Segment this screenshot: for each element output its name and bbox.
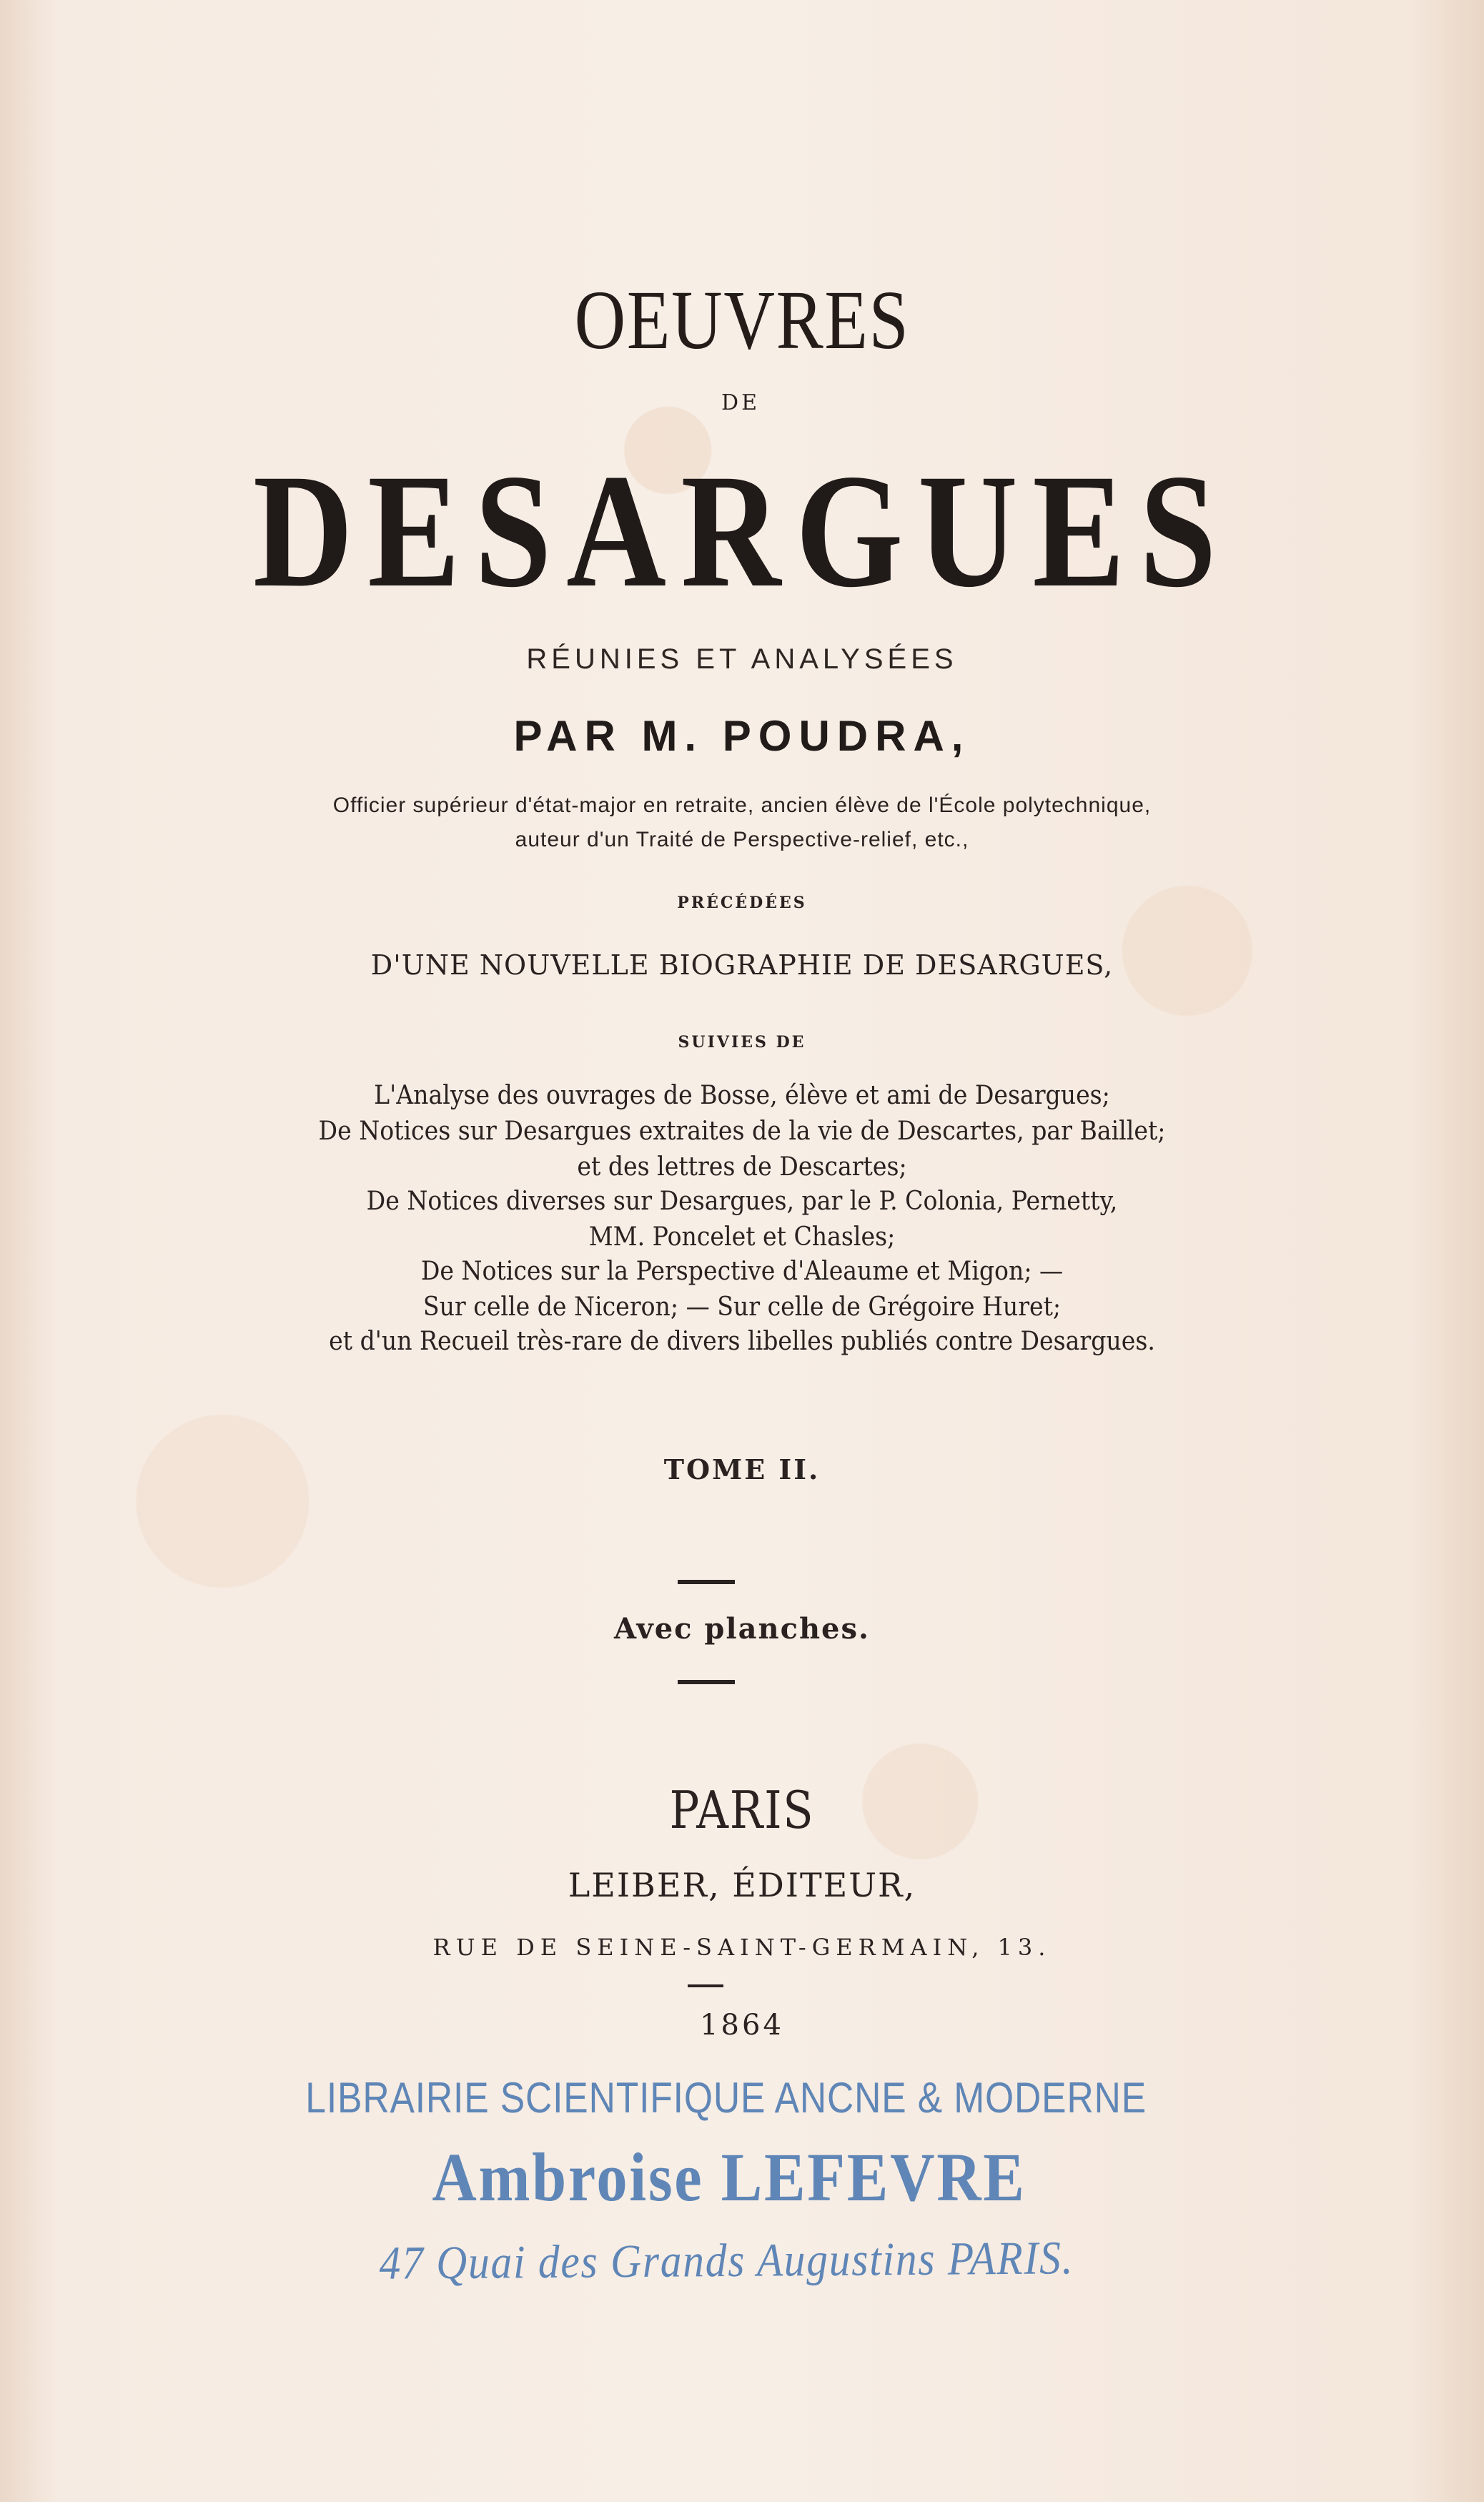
plates-note: Avec planches. xyxy=(614,1612,870,1646)
divider-rule xyxy=(678,1680,735,1684)
bookseller-stamp-line-3: 47 Quai des Grands Augustins PARIS. xyxy=(379,2232,1074,2290)
contents-line: et des lettres de Descartes; xyxy=(577,1152,907,1182)
credentials-line-1: Officier supérieur d'état-major en retraite, ancien élève de l'École polytechnique, xyxy=(332,793,1152,817)
volume-label: TOME II. xyxy=(663,1453,821,1485)
biography-line: D'UNE NOUVELLE BIOGRAPHIE DE DESARGUES, xyxy=(370,949,1114,981)
contents-line: De Notices sur la Perspective d'Aleaume et Migon; — xyxy=(420,1257,1064,1286)
imprint-city: PARIS xyxy=(669,1780,815,1840)
contents-line: et d'un Recueil très-rare de divers libelles publiés contre Desargues. xyxy=(329,1327,1155,1356)
contents-line: De Notices sur Desargues extraites de la vie de Descartes, par Baillet; xyxy=(318,1117,1166,1146)
title-author: DESARGUES xyxy=(252,441,1232,621)
imprint-publisher: LEIBER, ÉDITEUR, xyxy=(568,1866,916,1904)
subtitle-par: PAR M. POUDRA, xyxy=(513,712,971,760)
bookseller-stamp-line-2: Ambroise LEFEVRE xyxy=(432,2139,1027,2215)
title-de: DE xyxy=(721,390,760,415)
suivies-label: SUIVIES DE xyxy=(678,1033,806,1052)
imprint-year: 1864 xyxy=(700,2009,784,2042)
precedees-label: PRÉCÉDÉES xyxy=(677,894,807,912)
subtitle-reunies: RÉUNIES ET ANALYSÉES xyxy=(526,643,958,675)
title-oeuvres: OEUVRES xyxy=(574,273,910,367)
imprint-address: RUE DE SEINE-SAINT-GERMAIN, 13. xyxy=(432,1934,1052,1961)
contents-line: De Notices diverses sur Desargues, par le P. Colonia, Pernetty, xyxy=(366,1187,1118,1216)
contents-line: Sur celle de Niceron; — Sur celle de Grégoire Huret; xyxy=(422,1292,1062,1322)
contents-line: MM. Poncelet et Chasles; xyxy=(588,1222,896,1252)
bookseller-stamp-line-1: LIBRAIRIE SCIENTIFIQUE ANCNE & MODERNE xyxy=(305,2074,1147,2122)
contents-line: L'Analyse des ouvrages de Bosse, élève et ami de Desargues; xyxy=(374,1081,1110,1110)
credentials-line-2: auteur d'un Traité de Perspective-relief, etc., xyxy=(515,828,969,851)
divider-rule xyxy=(678,1580,735,1584)
divider-rule-small xyxy=(688,1984,723,1987)
